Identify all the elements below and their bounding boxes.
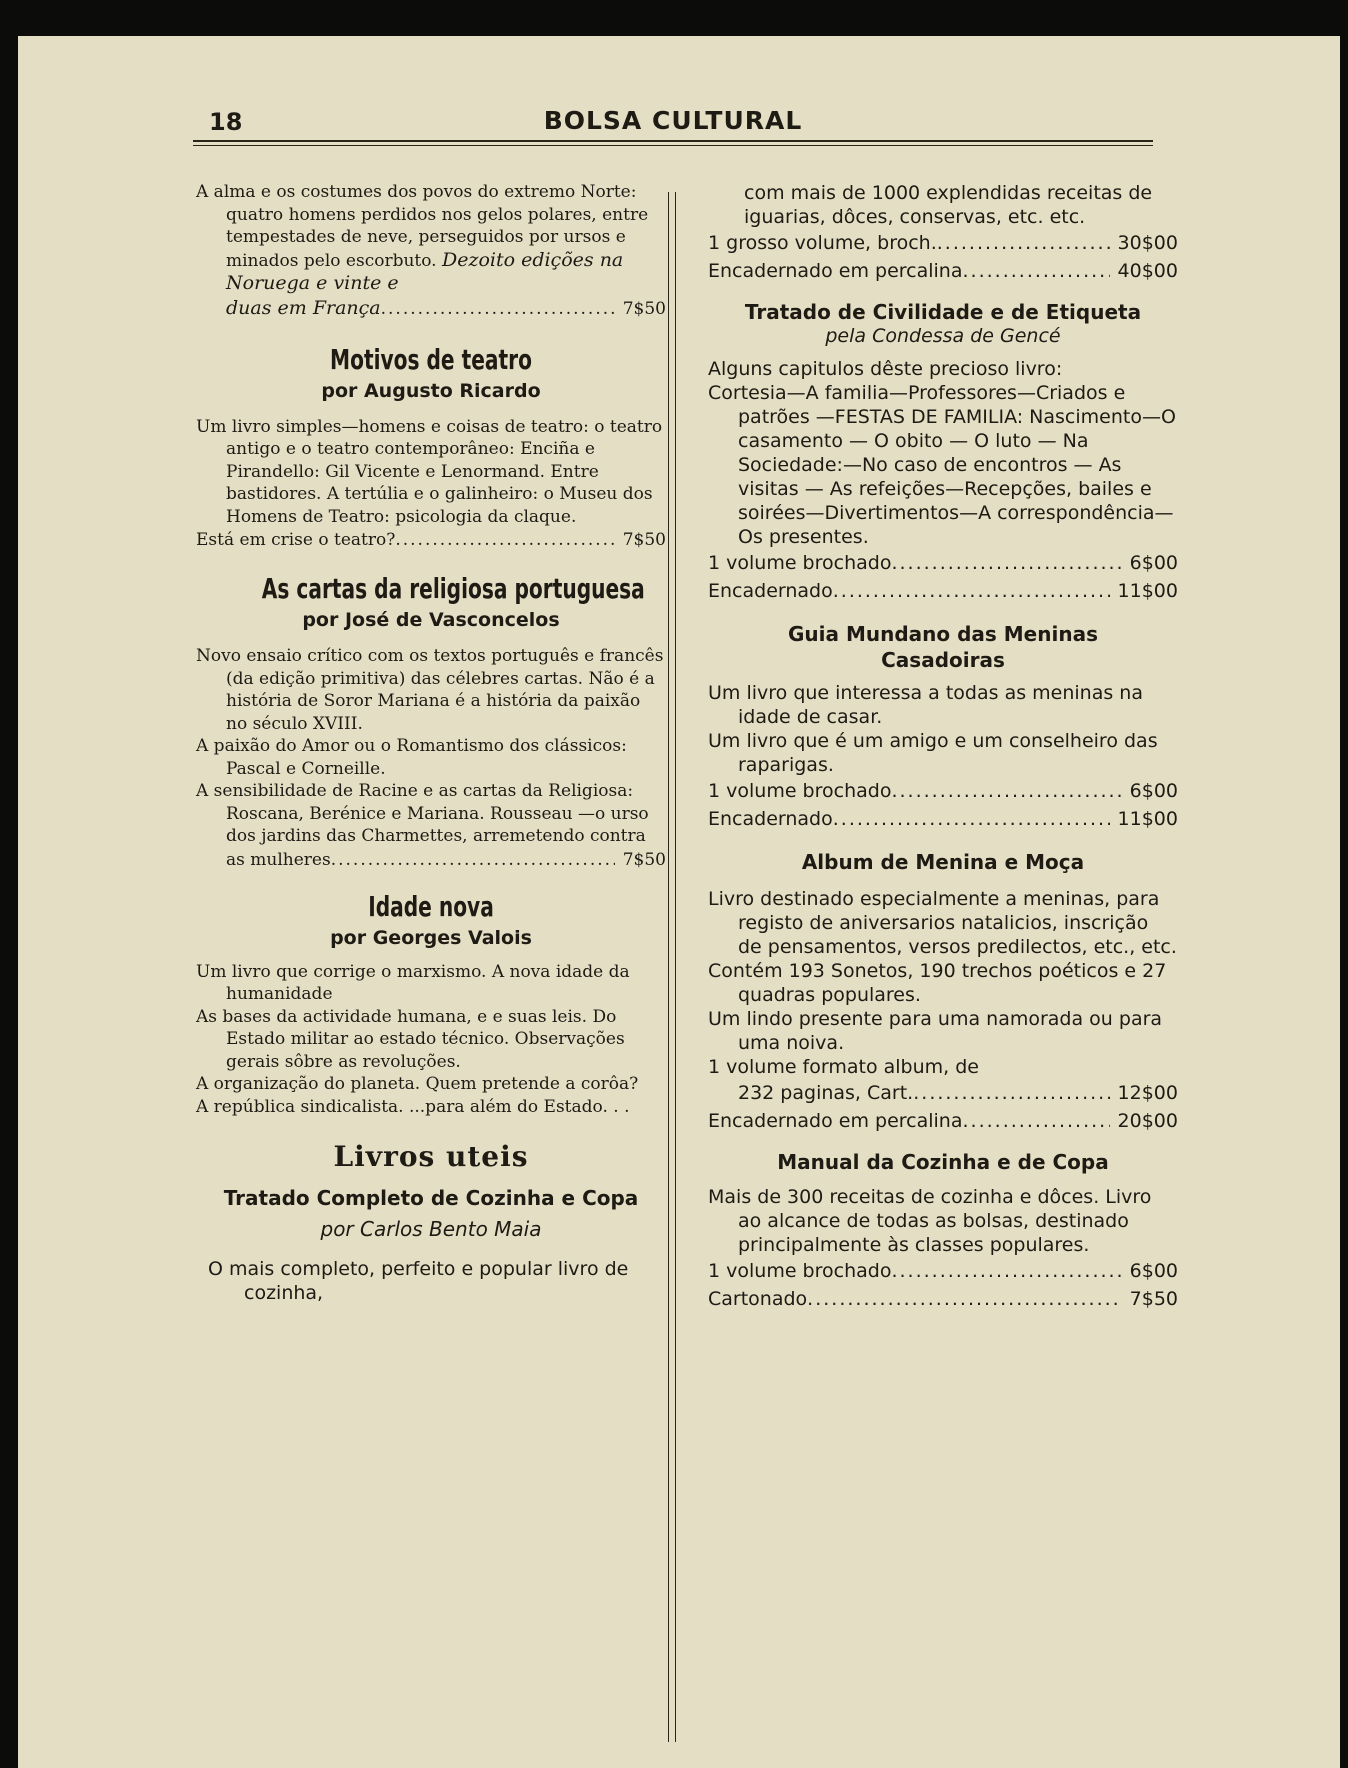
intro-price-row: duas em França ..... 7$50 <box>196 296 666 321</box>
leader-dots <box>331 848 615 872</box>
cozinha-row-2: Encadernado em percalina ..... 40$00 <box>708 257 1178 285</box>
cartas-author: por José de Vasconcelos <box>302 609 560 631</box>
leader-dots <box>395 528 614 552</box>
leader-dots <box>891 777 1121 805</box>
right-column <box>708 181 1178 1313</box>
cartas-p2: A paixão do Amor ou o Romantismo dos clássicos: Pascal e Corneille. <box>196 736 627 779</box>
running-title: BOLSA CULTURAL <box>543 106 803 135</box>
leader-dots <box>833 577 1110 605</box>
manual-title: Manual da Cozinha e de Copa <box>777 1150 1109 1174</box>
cozinha-title: Tratado Completo de Cozinha e Copa <box>223 1186 639 1210</box>
cartas-p1: Novo ensaio crítico com os textos português e francês (da edição primitiva) das célebres cartas. Não é a história de Soror Mariana é a história da paixão no século XVIII. <box>196 646 664 734</box>
motivos-author: por Augusto Ricardo <box>321 379 541 402</box>
guia-row-2: Encadernado ..... 11$00 <box>708 805 1178 833</box>
cozinha-cont-text: com mais de 1000 explendidas receitas de iguarias, dôces, conservas, etc. etc. <box>744 182 1153 228</box>
page <box>18 36 1340 1768</box>
header-rule-thin <box>193 145 1153 146</box>
page-number: 18 <box>209 108 243 136</box>
idade-p3: A organização do planeta. Quem pretende a corôa? <box>196 1074 639 1094</box>
motivos-price-row: Está em crise o teatro? ..... 7$50 <box>196 528 666 552</box>
album-title: Album de Menina e Moça <box>801 850 1085 874</box>
running-header <box>193 106 1153 150</box>
livros-uteis-heading: Livros uteis <box>333 1140 529 1173</box>
idade-title: Idade nova <box>368 889 494 923</box>
cartas-price: 7$50 <box>622 849 666 870</box>
leader-dots <box>891 1257 1121 1285</box>
album-row-1: 232 paginas, Cart. ..... 12$00 <box>708 1079 1178 1107</box>
motivos-title: Motivos de teatro <box>330 342 532 376</box>
guia-row-1: 1 volume brochado ..... 6$00 <box>708 777 1178 805</box>
intro-price: 7$50 <box>622 298 666 319</box>
album-p3: Um lindo presente para uma namorada ou para uma noiva. <box>708 1008 1163 1054</box>
manual-row-2: Cartonado ..... 7$50 <box>708 1285 1178 1313</box>
idade-p2: As bases da actividade humana, e e suas leis. Do Estado militar ao estado técnico. Observações gerais sôbre as revoluções. <box>196 1006 625 1072</box>
cartas-p3: A sensibilidade de Racine e as cartas da Religiosa: Roscana, Berénice e Mariana. Rousseau —o urso dos jardins das Charmettes, arremetendo contra <box>196 781 649 846</box>
idade-p4: A república sindicalista. ...para além do Estado. . . <box>196 1096 630 1117</box>
leader-dots <box>963 257 1110 285</box>
motivos-price: 7$50 <box>622 530 666 550</box>
album-row-2: Encadernado em percalina ..... 20$00 <box>708 1107 1178 1135</box>
cartas-title: As cartas da religiosa portuguesa <box>261 572 645 605</box>
civilidade-p1: Alguns capitulos dêste precioso livro: <box>708 358 1063 380</box>
cozinha-row-1: 1 grosso volume, broch. ..... 30$00 <box>708 229 1178 257</box>
idade-author: por Georges Valois <box>330 926 532 949</box>
leader-dots <box>963 1107 1110 1135</box>
guia-p2: Um livro que é um amigo e um conselheiro das raparigas. <box>708 730 1158 776</box>
manual-p1: Mais de 300 receitas de cozinha e dôces. Livro ao alcance de todas as bolsas, destinado principalmente às classes populares. <box>708 1186 1152 1256</box>
left-column <box>196 181 666 1305</box>
leader-dots <box>937 229 1110 257</box>
leader-dots <box>891 549 1121 577</box>
album-p1: Livro destinado especialmente a meninas, para registo de aniversarios natalicios, inscrição de pensamentos, versos predilectos, etc., etc. <box>708 888 1177 958</box>
album-p2: Contém 193 Sonetos, 190 trechos poéticos e 27 quadras populares. <box>708 960 1167 1006</box>
cozinha-author: por Carlos Bento Maia <box>320 1217 542 1241</box>
civilidade-row-2: Encadernado ..... 11$00 <box>708 577 1178 605</box>
cozinha-text: O mais completo, perfeito e popular livro de cozinha, <box>208 1258 629 1304</box>
idade-p1: Um livro que corrige o marxismo. A nova idade da humanidade <box>196 961 630 1004</box>
cartas-price-row: as mulheres ..... 7$50 <box>196 848 666 872</box>
civilidade-author: pela Condessa de Gencé <box>825 325 1061 347</box>
leader-dots <box>807 1285 1121 1313</box>
manual-row-1: 1 volume brochado ..... 6$00 <box>708 1257 1178 1285</box>
civilidade-row-1: 1 volume brochado ..... 6$00 <box>708 549 1178 577</box>
motivos-text: Um livro simples—homens e coisas de teatro: o teatro antigo e o teatro contemporâneo: Enciña e Pirandello: Gil Vicente e Lenormand. Entre bastidores. A tertúlia e o galinheiro: o Museu dos Homens de Teatro: psicologia da claque. <box>196 416 663 527</box>
intro-text: A alma e os costumes dos povos do extremo Norte: quatro homens perdidos nos gelos polares, entre tempestades de neve, perseguidos por ursos e minados pelo escorbuto. Dezoito edições na Noruega e vinte e <box>196 182 649 294</box>
leader-dots <box>913 1079 1109 1107</box>
album-p4: 1 volume formato album, de <box>708 1056 979 1078</box>
guia-p1: Um livro que interessa a todas as meninas na idade de casar. <box>708 682 1143 728</box>
civilidade-p2: Cortesia—A familia—Professores—Criados e patrões —FESTAS DE FAMILIA: Nascimento—O casamento — O obito — O luto — Na Sociedade:—No caso de encontros — As visitas — As refeições—Recepções, bailes e soirées—Divertimentos—A correspondência—Os presentes. <box>708 382 1176 548</box>
leader-dots <box>381 297 615 321</box>
civilidade-title: Tratado de Civilidade e de Etiqueta <box>744 300 1142 324</box>
guia-title: Guia Mundano das Meninas Casadoiras <box>788 622 1098 672</box>
column-divider <box>668 192 676 1742</box>
header-rule <box>193 140 1153 142</box>
leader-dots <box>833 805 1110 833</box>
